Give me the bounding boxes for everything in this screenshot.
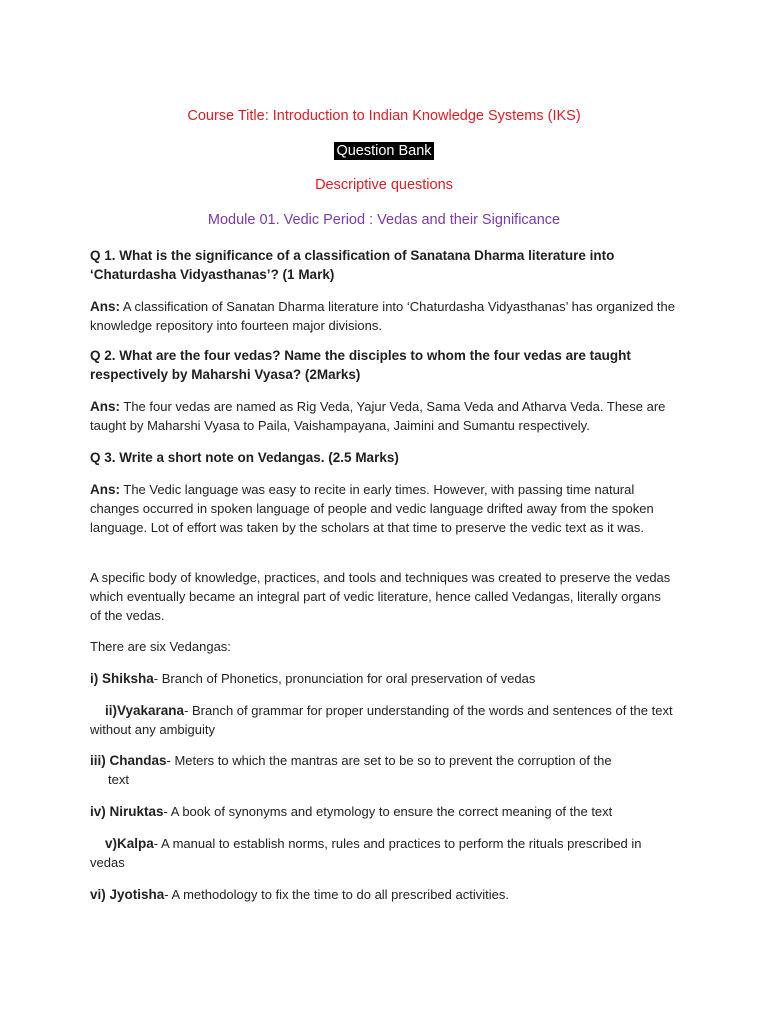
question-1: Q 1. What is the significance of a classification of Sanatana Dharma literature into ‘Chaturdasha Vidyasthanas’? (1 Mark): [90, 248, 615, 282]
module-heading: Module 01. Vedic Period : Vedas and their Significance: [207, 212, 561, 228]
vedanga-item-shiksha: [90, 669, 675, 688]
answer-2: [90, 397, 675, 435]
vedanga-desc: - A methodology to fix the time to do all prescribed activities.: [164, 887, 509, 902]
answer-1-label: Ans:: [90, 299, 120, 314]
course-title: Course Title: Introduction to Indian Knowledge Systems (IKS): [187, 108, 581, 124]
question-2: Q 2. What are the four vedas? Name the disciples to whom the four vedas are taught respectively by Maharshi Vyasa? (2Marks): [90, 348, 631, 382]
vedanga-term: iii) Chandas: [90, 753, 167, 768]
answer-3-paragraph-2: A specific body of knowledge, practices, and tools and techniques was created to preserve the vedas which eventually became an integral part of vedic literature, hence called Vedangas, literally organs of the vedas.: [90, 570, 671, 623]
answer-2-text: The four vedas are named as Rig Veda, Yajur Veda, Sama Veda and Atharva Veda. These are taught by Maharshi Vyasa to Paila, Vaishampayana, Jaimini and Sumantu respectively.: [90, 399, 666, 433]
vedanga-term: ii)Vyakarana: [105, 703, 185, 718]
vedanga-item-niruktas: [90, 802, 675, 821]
answer-3: [90, 480, 675, 537]
vedanga-desc: - A book of synonyms and etymology to ensure the correct meaning of the text: [163, 804, 613, 819]
vedanga-item-jyotisha: [90, 885, 675, 904]
vedanga-item-vyakarana: [90, 701, 675, 739]
answer-2-label: Ans:: [90, 399, 120, 414]
vedanga-desc: - A manual to establish norms, rules and practices to perform the rituals prescribed in vedas: [90, 836, 642, 870]
vedanga-desc-continued: text: [108, 772, 129, 787]
answer-3-paragraph-3: There are six Vedangas:: [90, 639, 231, 654]
vedanga-term: i) Shiksha: [90, 671, 154, 686]
answer-1: [90, 297, 675, 335]
answer-3-label: Ans:: [90, 482, 120, 497]
answer-1-text: A classification of Sanatan Dharma literature into ‘Chaturdasha Vidyasthanas’ has organized the knowledge repository into fourteen major divisions.: [90, 299, 676, 333]
vedanga-desc: - Meters to which the mantras are set to be so to prevent the corruption of the: [166, 753, 612, 768]
vedanga-term: iv) Niruktas: [90, 804, 164, 819]
answer-3-text: The Vedic language was easy to recite in early times. However, with passing time natural changes occurred in spoken language of people and vedic language drifted away from the spoken language. Lot of effort was taken by the scholars at that time to preserve the vedic text as it was.: [90, 482, 654, 535]
question-3: Q 3. Write a short note on Vedangas. (2.5 Marks): [90, 450, 399, 465]
vedanga-item-chandas: [90, 751, 675, 789]
vedanga-term: vi) Jyotisha: [90, 887, 165, 902]
vedanga-desc: - Branch of grammar for proper understanding of the words and sentences of the text without any ambiguity: [90, 703, 673, 737]
question-bank-label: Question Bank: [336, 143, 432, 159]
question-bank-heading: [0, 143, 768, 159]
vedanga-desc: - Branch of Phonetics, pronunciation for oral preservation of vedas: [153, 671, 536, 686]
vedanga-term: v)Kalpa: [105, 836, 154, 851]
descriptive-heading: Descriptive questions: [315, 177, 453, 193]
vedanga-item-kalpa: [90, 834, 675, 872]
